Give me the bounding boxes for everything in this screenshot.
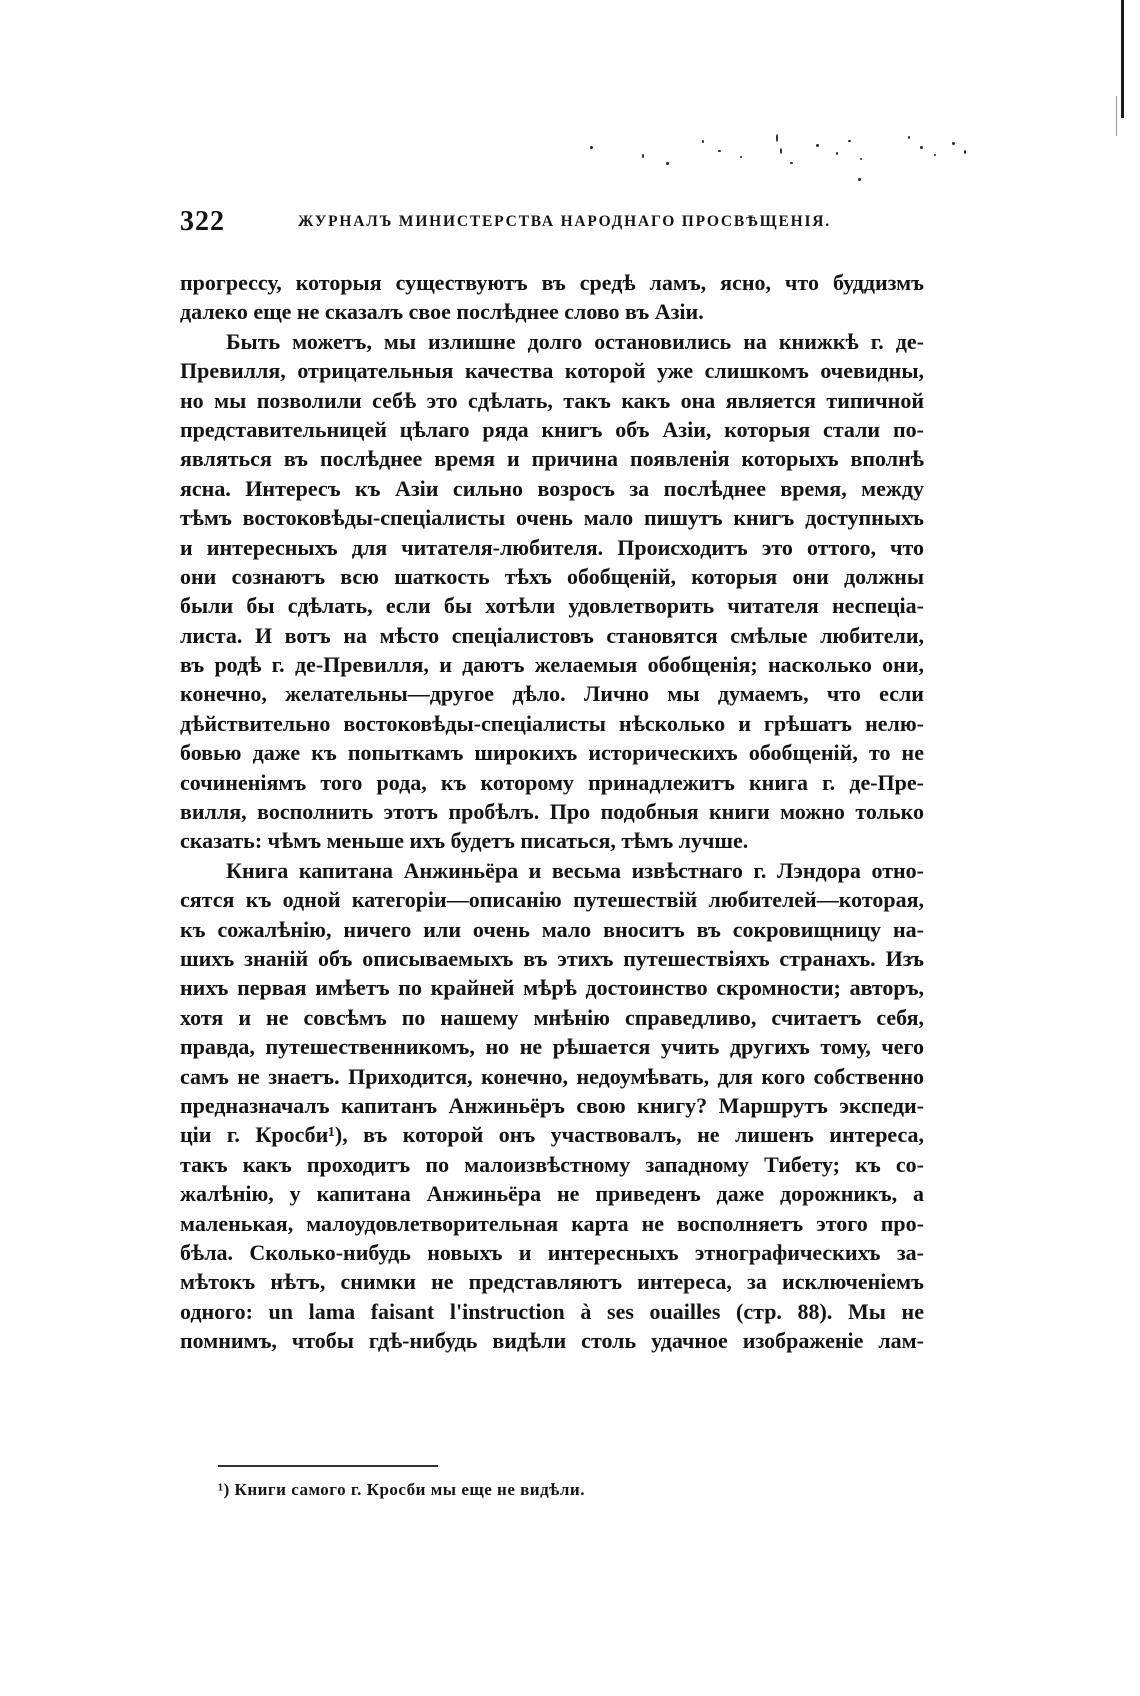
- text-line: жалѣнію, у капитана Анжиньёра не приведенъ даже дорожникъ, а: [180, 1181, 924, 1207]
- text-line: Книга капитана Анжиньёра и весьма извѣстнаго г. Лэндора отно-: [226, 857, 924, 883]
- text-line: и интересныхъ для читателя-любителя. Происходитъ это оттого, что: [180, 534, 924, 560]
- text-line: въ родѣ г. де-Превилля, и даютъ желаемыя обобщенія; насколько они,: [180, 652, 924, 678]
- text-line: шихъ знаній объ описываемыхъ въ этихъ путешествіяхъ странахъ. Изъ: [180, 945, 924, 971]
- footnote: ¹) Книги самого г. Кросби мы еще не видѣли.: [218, 1480, 585, 1499]
- text-line: къ сожалѣнію, ничего или очень мало вноситъ въ сокровищницу на-: [180, 916, 924, 942]
- text-line: но мы позволили себѣ это сдѣлать, такъ какъ она является типичной: [180, 387, 924, 413]
- text-line: бѣла. Сколько-нибудь новыхъ и интересныхъ этнографическихъ за-: [180, 1239, 924, 1265]
- text-line: бовью даже къ попыткамъ широкихъ историческихъ обобщеній, то не: [180, 740, 924, 766]
- text-line: ціи г. Кросби¹), въ которой онъ участвовалъ, не лишенъ интереса,: [180, 1122, 924, 1148]
- text-line: были бы сдѣлать, если бы хотѣли удовлетворить читателя неспеціа-: [180, 593, 924, 619]
- footnote-rule: [218, 1465, 438, 1467]
- text-line: листа. И вотъ на мѣсто спеціалистовъ становятся смѣлые любители,: [180, 622, 924, 648]
- page-header: [180, 206, 880, 240]
- text-line: самъ не знаетъ. Приходится, конечно, недоумѣвать, для кого собственно: [180, 1063, 924, 1089]
- text-line: маленькая, малоудовлетворительная карта не восполняетъ этого про-: [180, 1210, 924, 1236]
- text-line: хотя и не совсѣмъ по нашему мнѣнію справедливо, считаетъ себя,: [180, 1004, 924, 1030]
- text-line: предназначалъ капитанъ Анжиньёръ свою книгу? Маршрутъ экспеди-: [180, 1092, 924, 1118]
- text-line: сочиненіямъ того рода, къ которому принадлежитъ книга г. де-Пре-: [180, 769, 924, 795]
- text-line: помнимъ, чтобы гдѣ-нибудь видѣли столь удачное изображеніе лам-: [180, 1328, 924, 1354]
- text-line: ясна. Интересъ къ Азіи сильно возросъ за послѣднее время, между: [180, 475, 924, 501]
- text-line: Превилля, отрицательныя качества которой уже слишкомъ очевидны,: [180, 358, 924, 384]
- text-line: дѣйствительно востоковѣды-спеціалисты нѣсколько и грѣшатъ нелю-: [180, 710, 924, 736]
- text-line: одного: un lama faisant l'instruction à ses ouailles (стр. 88). Мы не: [180, 1298, 924, 1324]
- text-line: правда, путешественникомъ, но не рѣшается учить другихъ тому, чего: [180, 1034, 924, 1060]
- page-edge-mark: [1116, 96, 1117, 136]
- body-text: [180, 268, 924, 1355]
- text-line: далеко еще не сказалъ свое послѣднее слово въ Азіи.: [180, 299, 704, 325]
- text-line: нихъ первая имѣетъ по крайней мѣрѣ достоинство скромности; авторъ,: [180, 975, 924, 1001]
- text-line: представительницей цѣлаго ряда книгъ объ Азіи, которыя стали по-: [180, 416, 924, 442]
- text-line: такъ какъ проходитъ по малоизвѣстному западному Тибету; къ со-: [180, 1151, 924, 1177]
- text-line: сказать: чѣмъ меньше ихъ будетъ писаться, тѣмъ лучше.: [180, 828, 749, 854]
- text-line: вилля, восполнить этотъ пробѣлъ. Про подобныя книги можно только: [180, 799, 924, 825]
- text-line: являться въ послѣднее время и причина появленія которыхъ вполнѣ: [180, 446, 924, 472]
- running-head: ЖУРНАЛЪ МИНИСТЕРСТВА НАРОДНАГО ПРОСВѢЩЕНІЯ.: [298, 213, 831, 230]
- text-line: мѣтокъ нѣтъ, снимки не представляютъ интереса, за исключеніемъ: [180, 1269, 924, 1295]
- text-line: Быть можетъ, мы излишне долго остановились на книжкѣ г. де-: [226, 328, 924, 354]
- page-edge-line: [1121, 0, 1124, 118]
- scan-specks: [590, 132, 1030, 182]
- text-line: они сознаютъ всю шаткость тѣхъ обобщеній, которыя они должны: [180, 563, 924, 589]
- text-line: прогрессу, которыя существуютъ въ средѣ ламъ, ясно, что буддизмъ: [180, 270, 924, 295]
- text-line: сятся къ одной категоріи—описанію путешествій любителей—которая,: [180, 887, 924, 913]
- text-line: тѣмъ востоковѣды-спеціалисты очень мало пишутъ книгъ доступныхъ: [180, 505, 924, 531]
- page-number: 322: [180, 206, 225, 237]
- text-line: конечно, желательны—другое дѣло. Лично мы думаемъ, что если: [180, 681, 924, 707]
